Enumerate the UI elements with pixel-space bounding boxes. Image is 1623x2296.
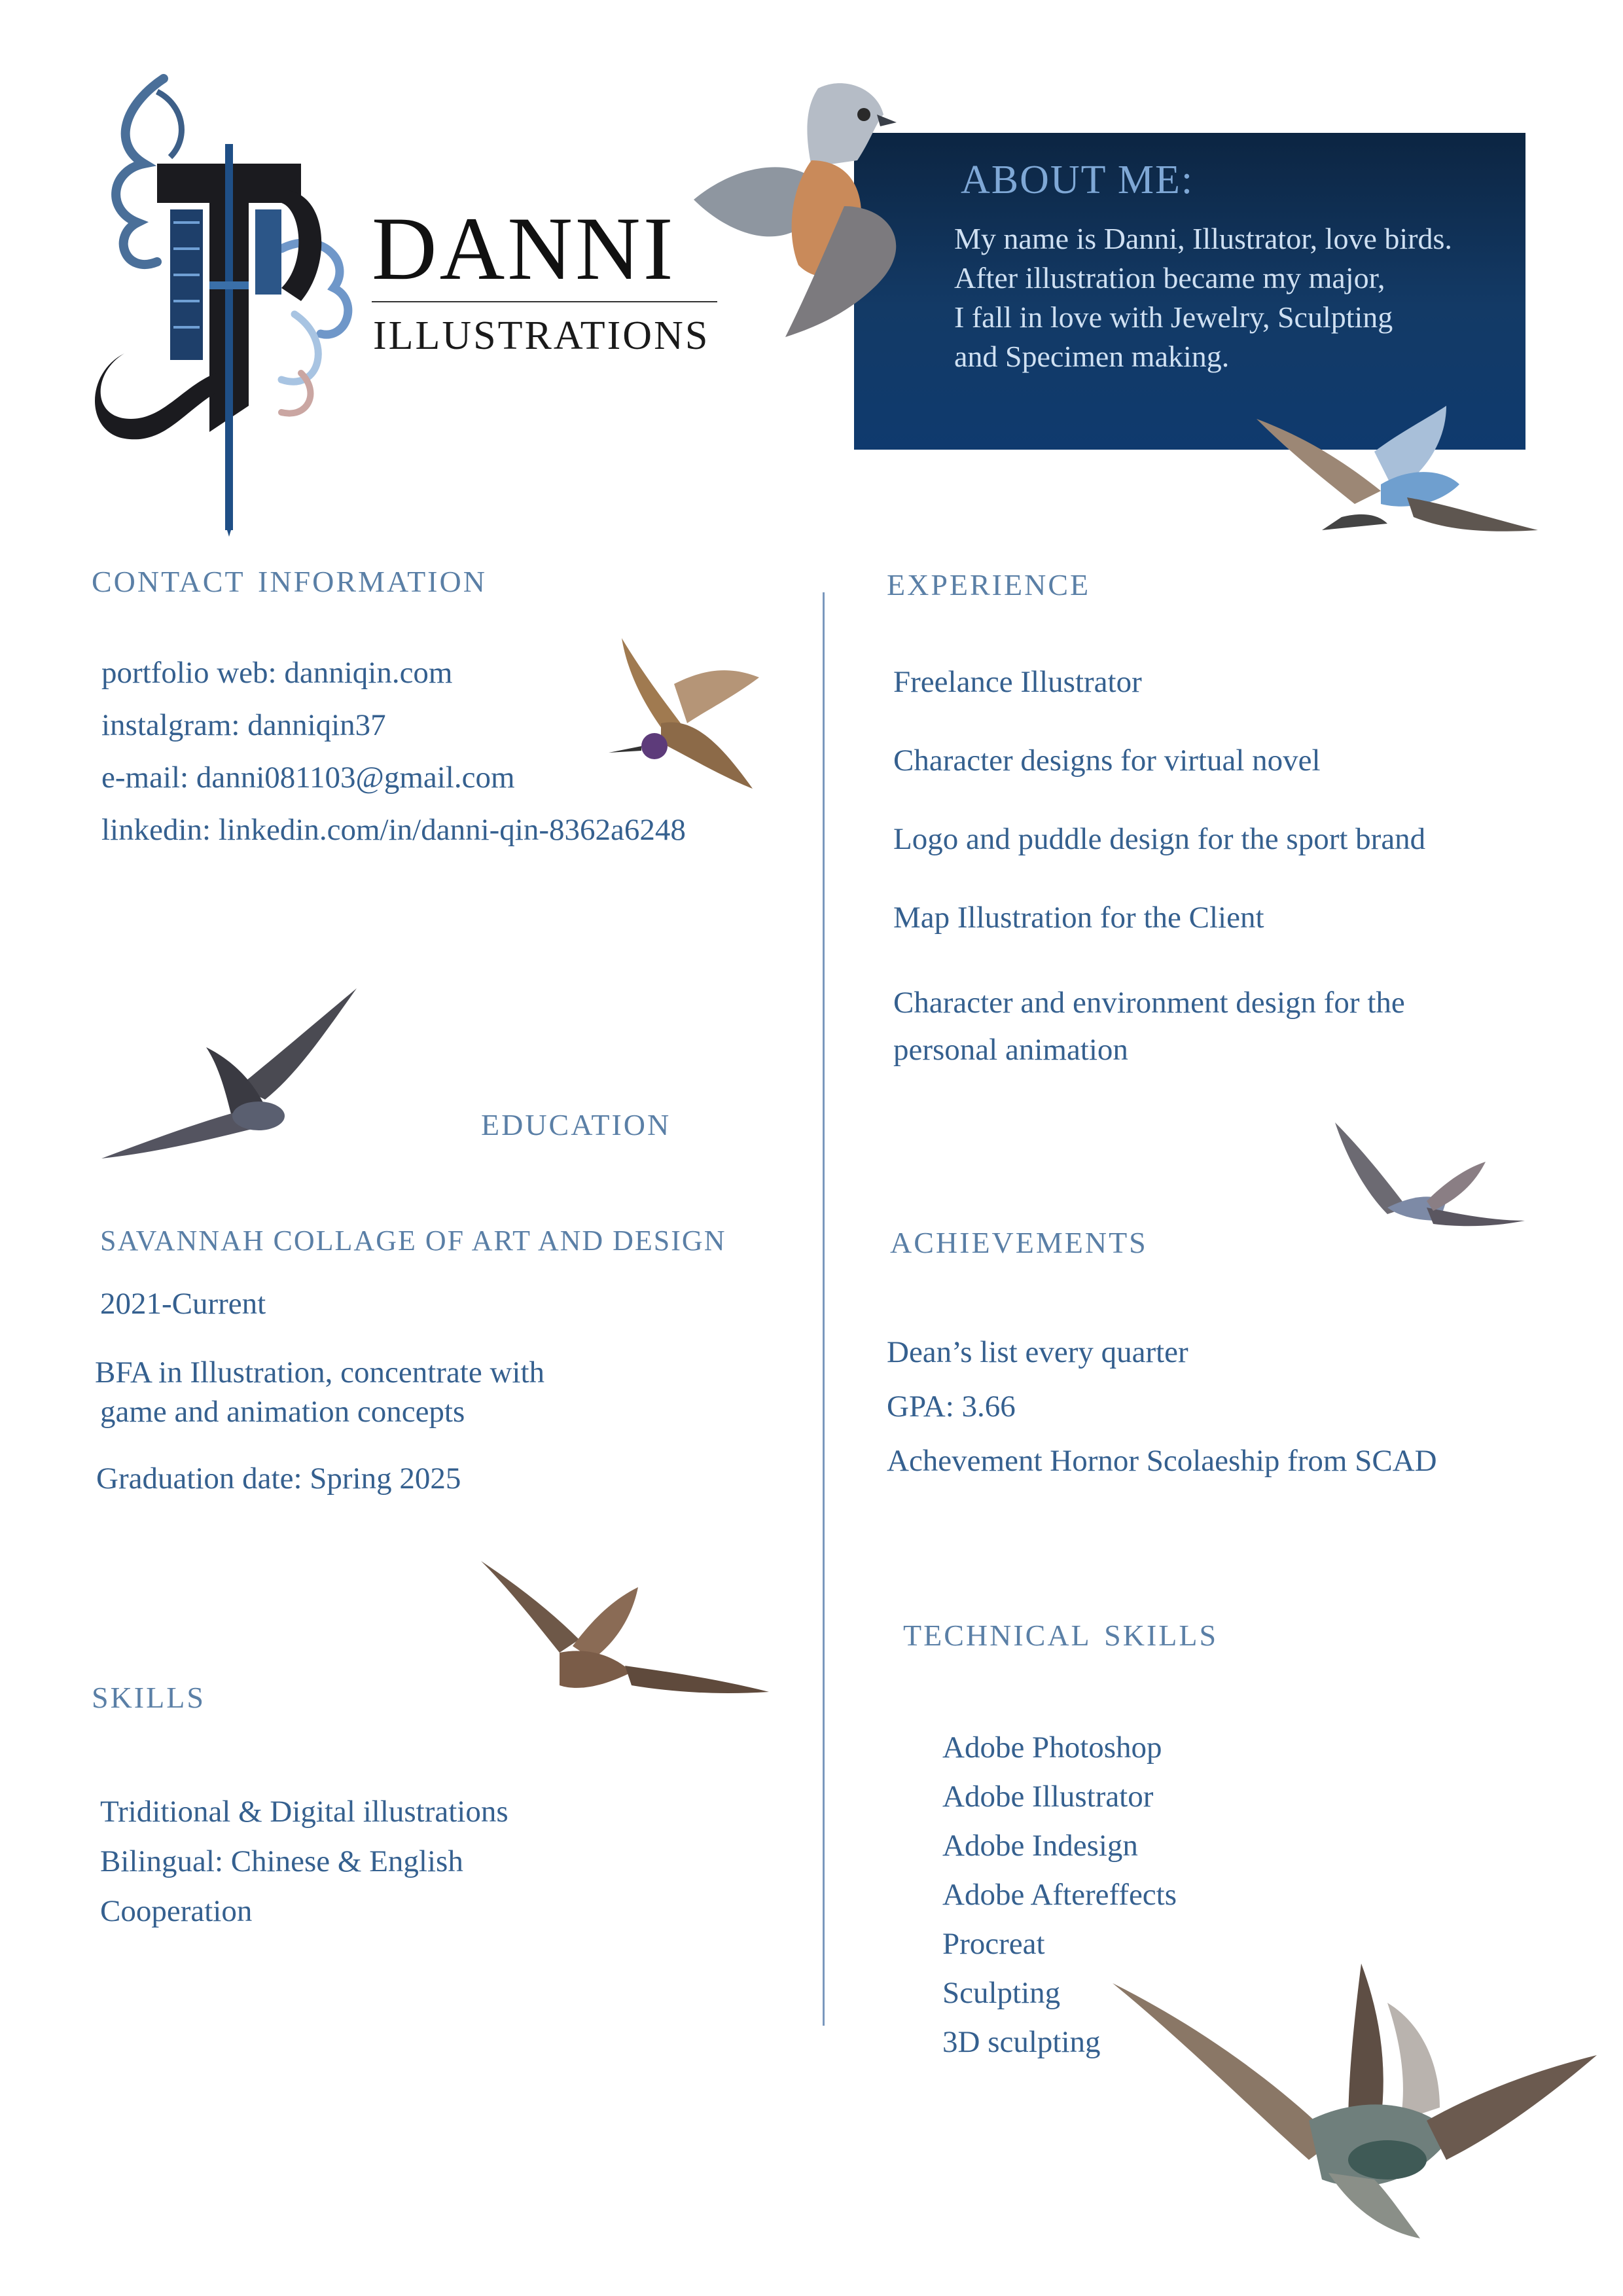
achievement-item: Achevement Hornor Scolaeship from SCAD	[887, 1444, 1437, 1478]
education-title: education	[481, 1097, 671, 1145]
skill-item: Bilingual: Chinese & English	[100, 1844, 463, 1878]
logo-emblem	[85, 65, 373, 537]
education-years: 2021-Current	[100, 1287, 266, 1321]
contact-list	[101, 647, 686, 856]
contact-linkedin[interactable]: linkedin: linkedin.com/in/danni-qin-8362a6248	[101, 813, 686, 847]
experience-item: Freelance Illustrator	[893, 665, 1142, 699]
kestrel-illustration	[681, 49, 929, 350]
skill-item: Cooperation	[100, 1894, 253, 1928]
logo-name: DANNI	[372, 198, 676, 298]
about-text	[954, 219, 1452, 376]
contact-email[interactable]: e-mail: danni081103@gmail.com	[101, 761, 515, 795]
skill-item: Triditional & Digital illustrations	[100, 1795, 508, 1829]
about-title: ABOUT ME:	[961, 158, 1194, 202]
technical-skill-item: Adobe Indesign	[942, 1829, 1138, 1863]
experience-item: personal animation	[893, 1033, 1128, 1067]
education-degree: BFA in Illustration, concentrate with	[95, 1355, 545, 1390]
column-divider	[823, 592, 825, 2026]
experience-item: Character designs for virtual novel	[893, 744, 1321, 778]
education-graduation: Graduation date: Spring 2025	[96, 1462, 461, 1496]
about-line: and Specimen making.	[954, 340, 1230, 373]
swift-illustration	[1329, 1122, 1525, 1240]
achievements-title: achievements	[890, 1215, 1148, 1263]
brown-bird-illustration	[481, 1561, 769, 1712]
swallow-illustration	[101, 988, 363, 1165]
technical-skill-item: Adobe Illustrator	[942, 1780, 1154, 1814]
achievement-item: GPA: 3.66	[887, 1390, 1016, 1424]
technical-skills-title: technical skills	[903, 1607, 1219, 1655]
achievements-list	[887, 1325, 1437, 1488]
skills-list	[100, 1787, 508, 1936]
experience-item: Logo and puddle design for the sport brand	[893, 822, 1426, 856]
experience-item: Map Illustration for the Client	[893, 901, 1264, 935]
contact-instagram[interactable]: instalgram: danniqin37	[101, 708, 386, 742]
technical-skill-item: Adobe Photoshop	[942, 1731, 1162, 1765]
large-bird-illustration	[1113, 1964, 1597, 2238]
about-line: My name is Danni, Illustrator, love birds.	[954, 222, 1452, 255]
contact-title: contact information	[92, 554, 487, 601]
blue-bird-illustration	[1250, 393, 1538, 550]
logo-subtitle: ILLUSTRATIONS	[373, 314, 710, 358]
contact-portfolio[interactable]: portfolio web: danniqin.com	[101, 656, 453, 690]
skills-title: skills	[92, 1670, 205, 1717]
experience-title: experience	[887, 557, 1091, 605]
about-line: After illustration became my major,	[954, 261, 1385, 295]
hummingbird-illustration	[609, 632, 772, 802]
technical-skill-item: Adobe Aftereffects	[942, 1878, 1177, 1912]
logo-divider	[372, 301, 717, 302]
technical-skill-item: Procreat	[942, 1927, 1045, 1961]
achievement-item: Dean’s list every quarter	[887, 1335, 1188, 1369]
about-line: I fall in love with Jewelry, Sculpting	[954, 300, 1393, 334]
technical-skill-item: Sculpting	[942, 1976, 1061, 2010]
experience-item: Character and environment design for the	[893, 986, 1405, 1020]
education-degree: game and animation concepts	[100, 1395, 465, 1429]
technical-skill-item: 3D sculpting	[942, 2025, 1101, 2059]
education-school: SAVANNAH COLLAGE OF ART AND DESIGN	[100, 1225, 726, 1257]
